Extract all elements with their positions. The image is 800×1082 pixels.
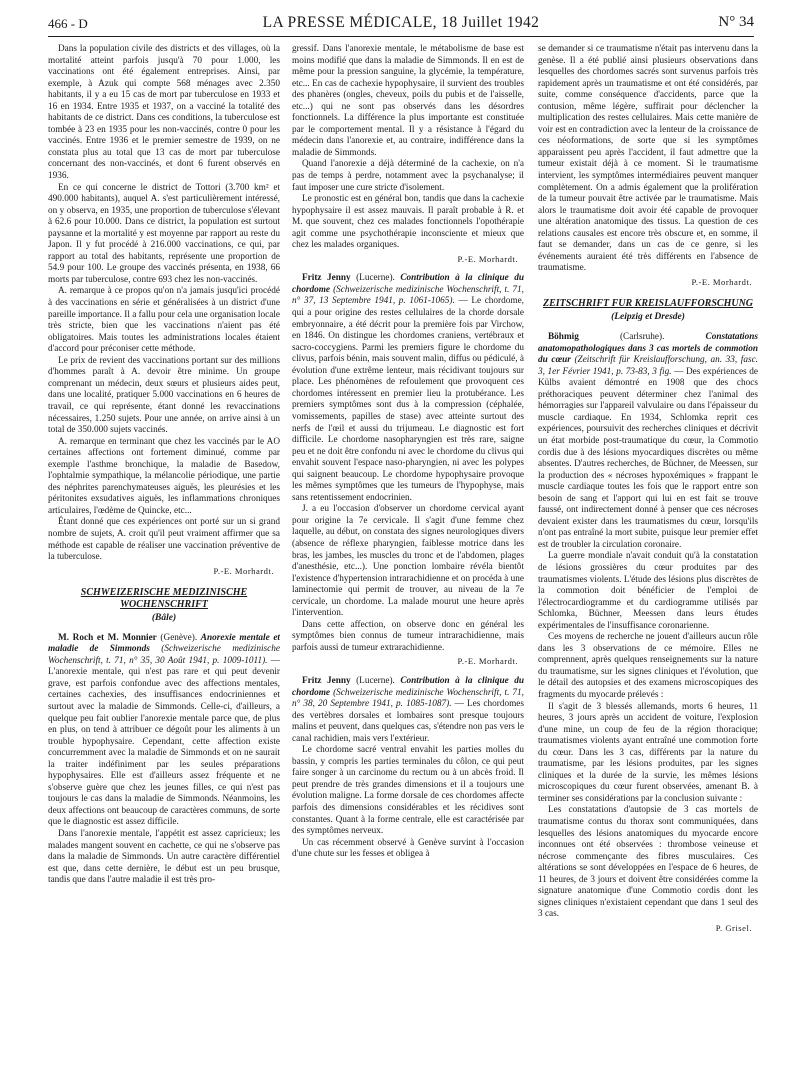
paragraph: En ce qui concerne le district de Tottori (3.700 km² et 490.000 habitants), auquel A. s'est particulièrement intéressé, on y observa, en 1935, une proportion de tuberculose s'élevant à 62.6 pour 10.000. Dans ce district, la population est surtout paysanne et la mortalité y est moyenne par rapport au reste du Japon. Il y fut procédé à 216.000 vaccinations, ce qui, par rapport au total des habitants, représente une proportion de 54.9 pour 100. Le groupe des vaccinés présenta, en 1938, 66 morts par tuberculose, contre 693 chez les non-vaccinés.: [48, 182, 280, 285]
paragraph: se demander si ce traumatisme n'était pas intervenu dans la genèse. Il a été publié ainsi plusieurs observations dans lesquelles des chordomes sacrés sont survenus parfois très rapidement après un traumatisme et ont été considérés, par suite, comme conséquence d'accidents, parce que la contusion, même légère, suffirait pour déclencher la multiplication des restes cellulaires. Mais cette manière de voir est en contradiction avec la lenteur de la croissance de ces néoformations, de sorte que si les symptômes apparaissent peu après l'accident, il faut admettre que la tumeur existait déjà à ce moment. Si le traumatisme intervient, les symptômes intermédiaires peuvent manquer complètement. On a admis également que la prolifération de la tumeur pouvait être activée par le traumatisme. Mais alors le traumatisme doit avoir été capable de provoquer une altération anatomique des tissus. La question de ces relations causales est encore très obscure et, en somme, il faut se demander, dans un cas de ce genre, si les événements auraient été très différents en l'absence de traumatisme.: [538, 44, 758, 274]
column-2: [292, 44, 524, 1074]
paragraph: Étant donné que ces expériences ont porté sur un si grand nombre de sujets, A. croit qu'il peut vraiment affirmer que sa méthode est capable de réaliser une vaccination préventive de la tuberculose.: [48, 517, 280, 563]
paragraph: Dans la population civile des districts et des villages, où la mortalité atteint parfois jusqu'à 70 pour 1.000, les vaccinations ont été également entreprises. Ainsi, par exemple, à Azuk qui compte 568 ménages avec 2.350 habitants, il y a eu 15 cas de mort par tuberculose en 1933 et 16 en 1934. Entre 1935 et 1937, on a vacciné la totalité des habitants de ce district. Dans ces conditions, la tuberculose est tombée à 23 en 1935 pour les non-vaccinés, contre 0 pour les vaccinés. Entre 1936 et le premier semestre de 1939, on ne constata plus au total que 13 cas de mort par tuberculose concernant des non-vaccinés, et dont 6 furent observés en 1936.: [48, 44, 280, 182]
article-text: — Des expériences de Külbs avaient démontré en 1908 que des chocs préthoraciques peuvent déterminer chez l'animal des hémorragies sur l'appareil valvulaire ou dans l'épaisseur du muscle cardiaque. En 1934, Schlomka reprit ces expériences, poursuivit des recherches cliniques et décrivit un état morbide post-traumatique du cœur, la Commotio cordis due à des lésions myocardiques discrètes ou même absentes. D'autres recherches, de Büchner, de Meessen, sur la production des « nécroses hypoxémiques » frappant le muscle cardiaque toutes les fois que le rapport entre son besoin de sang et l'apport qui lui en est fait se trouve faussé, ont indirectement donné à penser que ces nécroses devaient exister dans les traumatismes du cœur, lorsqu'ils n'ont pas entraîné la mort subite, puisque leur premier effet est de troubler la circulation coronaire.: [538, 366, 758, 550]
article-text: — L'anorexie mentale, qui n'est pas rare et qui peut devenir grave, est parfois confondue avec des affections mentales, certaines cachexies, des insuffisances endocriniennes et surtout avec la maladie de Simmonds. Celle-ci, d'ailleurs, a quelque peu fait oublier l'anorexie mentale parce que, de plus en plus, on tend à attribuer ce dégoût pour les aliments à un trouble hypophysaire. Cependant, cette affection existe concurremment avec la maladie de Simmonds et on ne saurait la traiter indéfiniment par les seules préparations hypophysaires. Elle est d'ailleurs assez fréquente et ne s'observe guère que chez les jeunes filles, ce qui n'est pas toujours le cas dans la maladie de Simmonds. Néanmoins, les deux affections ont beaucoup de caractères communs, de sorte que le diagnostic est assez difficile.: [48, 655, 280, 828]
article-title: Anorexie mentale et maladie de Simmonds: [48, 632, 280, 655]
article-reference: (Schweizerische medizinische Wochenschrift, t. 71, n° 38, 20 Septembre 1941, p. 1085-1087).: [292, 687, 524, 710]
journal-section-title: ZEITSCHRIFT FUR KREISLAUFFORSCHUNG: [542, 298, 754, 310]
paragraph: Les constatations d'autopsie de 3 cas mortels de traumatisme contus du thorax sont communiquées, dans lesquelles des lésions anatomiques du myocarde encore inconnues ont été observées : thrombose veineuse et nécrose commençante des fibres musculaires. Ces altérations se sont développées en l'espace de 6 heures, de 11 heures, de 3 jours et doivent être considérées comme la signature anatomique d'une Commotio cordis dont les signes cliniques n'existaient cependant que dans 1 seul des 3 cas.: [538, 805, 758, 920]
issue-number: N° 34: [718, 14, 754, 30]
page-number: 466 - D: [48, 16, 88, 31]
article-place: (Lucerne).: [350, 675, 401, 686]
paragraph: J. a eu l'occasion d'observer un chordome cervical ayant pour origine la 7e cervicale. Il s'agit d'une femme chez laquelle, au début, on constata des signes neurologiques divers (absence de réflexe pharyngien, faiblesse motrice dans les bras, les jambes, les muscles du tronc et de l'abdomen, plages d'anesthésie, etc...). Une ponction lombaire révéla bientôt l'existence d'hypertension intrarachidienne et on procéda à une laminectomie qui permit de trouver, au niveau de la 7e cervicale, un chordome. La malade mourut une heure après l'intervention.: [292, 504, 524, 619]
paragraph: Il s'agit de 3 blessés allemands, morts 6 heures, 11 heures, 3 jours après un accident de voiture, l'explosion d'une mine, un coup de feu de la région thoracique; traumatismes violents ayant entraîné une commotion forte du cœur. Dans les 3 cas, différents par la nature du traumatisme, par les lésions produites, par les signes cliniques et la durée de la survie, les mêmes lésions microscopiques du cœur furent observées, amenant B. à terminer ses considérations par la conclusion suivante :: [538, 701, 758, 804]
article-author: Böhmig: [548, 332, 579, 343]
article-title: Contribution à la clinique du chordome: [292, 273, 524, 295]
signature: P. Grisel.: [715, 922, 752, 933]
article-entry: [538, 332, 758, 551]
article-place: (Genève).: [156, 632, 201, 643]
article-reference: (Schweizerische medizinische Wochenschrift, t. 71, n° 35, 30 Août 1941, p. 1009-1011).: [48, 644, 280, 666]
article-entry: [48, 633, 280, 829]
article-place: (Carlsruhe).: [578, 332, 706, 343]
journal-section-title: SCHWEIZERISCHE MEDIZINISCHE WOCHENSCHRIFT: [80, 587, 248, 611]
signature: P.-E. Morhardt.: [457, 656, 518, 667]
article-place: (Lucerne).: [350, 273, 401, 284]
column-3: [538, 44, 758, 1074]
paragraph: Ces moyens de recherche ne jouent d'ailleurs aucun rôle dans les 3 observations de ce mémoire. Elles ne comprennent, après quelques renseignements sur la nature du traumatisme, sur les signes cliniques et l'évolution, que le détail des autopsies et des examens microscopiques des fragments du myocarde prélevés :: [538, 632, 758, 700]
article-title: Contribution à la clinique du chordome: [292, 675, 524, 698]
article-text: — Le chordome, qui a pour origine des restes cellulaires de la chorde dorsale embryonnaire, a été décrit pour la première fois par Virchow, en 1846. On distingue les chordomes craniens, vertébraux et sacro-coccygiens. Parmi les premiers figure le chordome du clivus, parfois bénin, mais souvent malin, diffus ou pédiculé, à évolution d'une extrême lenteur, mais récidivant toujours sur place. Les phénomènes de refoulement que provoquent ces chordomes intéressent en premier lieu la protubérance. Les premiers symptômes sont dus à la compression (céphalée, vomissements, papilles de stase) avec atteinte surtout des nerfs de l'œil et aussi du trijumeau. Le diagnostic est fort difficile. Le chordome nasopharyngien est très rare, saigne peu et ne doit être confondu ni avec le chordome du clivus qui envahit souvent l'espace naso-pharyngien, ni avec les polypes qui saignent beaucoup. Le chordome hypophysaire provoque les mêmes symptômes que les tumeurs de l'hypophyse, mais sans retentissement endocrinien.: [292, 296, 524, 503]
paragraph: Un cas récemment observé à Genève survint à l'occasion d'une chute sur les fesses et obligea à: [292, 837, 524, 860]
article-reference: (Schweizerische medizinische Wochenschrift, t. 71, n° 37, 13 Septembre 1941, p. 1061-1065).: [292, 284, 524, 307]
paragraph: A. remarque en terminant que chez les vaccinés par le AO certaines affections ont fortement diminué, comme par exemple l'asthme bronchique, la maladie de Basedow, l'ophtalmie sympathique, la mélancolie périodique, une partie des néphrites parenchymateuses aiguës, les pleurésies et les péritonites exsudatives aiguës, les inflammations chroniques articulaires, l'œdème de Quincke, etc...: [48, 436, 280, 516]
article-authors: M. Roch et M. Monnier: [58, 632, 157, 643]
signature: P.-E. Morhardt.: [457, 253, 518, 264]
paragraph: A. remarque à ce propos qu'on n'a jamais jusqu'ici procédé à des vaccinations en série et généralisées à un district d'une pareille importance. Il a fallu pour cela une organisation locale très stricte, bien que les vaccinations n'aient pas été obligatoires. Mais toutes les administrations locales étaient d'accord pour préconiser cette méthode.: [48, 286, 280, 355]
article-entry: [292, 273, 524, 504]
paragraph: Quand l'anorexie a déjà déterminé de la cachexie, on n'a pas de temps à perdre, notamment avec la psychanalyse; il faut imposer une cure stricte d'isolement.: [292, 159, 524, 193]
signature: P.-E. Morhardt.: [213, 565, 274, 576]
journal-name: LA PRESSE MÉDICALE, 18 Juillet 1942: [262, 14, 540, 31]
article-text: — Les chordomes des vertèbres dorsales et lombaires sont presque toujours malins et peuvent, dans quelques cas, s'étendre non pas vers le canal rachidien, mais vers l'extérieur.: [292, 699, 524, 744]
paragraph: La guerre mondiale n'avait conduit qu'à la constatation de lésions grossières du cœur produites par des traumatismes violents. L'étude des lésions plus discrètes de la commotion doit bénéficier de l'emploi de l'électrocardiogramme et du cardiogramme utilisés par Schlomka, Büchner, Meessen dans leurs études expérimentales de l'insuffisance coronarienne.: [538, 551, 758, 631]
article-reference: (Zeitschrift für Kreislaufforschung, an. 33, fasc. 3, 1er Février 1941, p. 73-83, 3 fig.: [538, 355, 758, 377]
paragraph: gressif. Dans l'anorexie mentale, le métabolisme de base est moins modifié que dans la maladie de Simmonds. Il en est de même pour la pression sanguine, la glycémie, la température, etc... En cas de cachexie hypophysaire, il survient des troubles des phanères (ongles, cheveux, poils du pubis et de l'aisselle, etc...) qui ne sont pas observés dans les désordres fonctionnels. La différence la plus importante est constituée par le comportement mental. Il y a résistance à l'égard du médecin dans l'anorexie et, au contraire, indifférence dans la maladie de Simmonds.: [292, 44, 524, 158]
paragraph: Le chordome sacré ventral envahit les parties molles du bassin, y compris les parties terminales du côlon, ce qui peut faire songer à un carcinome du rectum ou à un abcès froid. Il peut prendre de très grandes dimensions et il a toujours une évolution maligne. La forme dorsale de ces chordomes affecte parfois des dimensions considérables et les récidives sont constantes. Quant à la forme centrale, elle est caractérisée par des symptômes nerveux.: [292, 745, 524, 837]
journal-section-city: (Bâle): [151, 613, 177, 624]
article-entry: [292, 676, 524, 745]
paragraph: Le prix de revient des vaccinations portant sur des millions d'hommes paraît à A. devoir être minime. Un groupe comprenant un médecin, deux sœurs et plusieurs aides peut, dans une localité, pratiquer 5.000 vaccinations en 6 heures de travail, ce qui représente, étant donné les revaccinations nécessaires, 1.250 sujets. Pour une année, on arrive ainsi à un total de 350.000 sujets vaccinés.: [48, 355, 280, 436]
article-author: Fritz Jenny: [302, 675, 351, 686]
paragraph: Le pronostic est en général bon, tandis que dans la cachexie hypophysaire il est assez mauvais. Il paraît probable à R. et M. que souvent, chez ces malades fonctionnels l'opothérapie agit comme une psychothérapie inconsciente et mieux que chez les malades organiques.: [292, 194, 524, 251]
signature: P.-E. Morhardt.: [691, 276, 752, 287]
page-header: [48, 14, 754, 37]
column-1: [48, 44, 280, 1074]
paragraph: Dans l'anorexie mentale, l'appétit est assez capricieux; les malades mangent souvent en cachette, ce qui ne s'observe pas dans la maladie de Simmonds. Un autre caractère différentiel est que, dans cette dernière, le début est un peu brusque, tandis que dans l'autre maladie il est très pro-: [48, 829, 280, 886]
journal-section-city: (Leipzig et Dresde): [611, 312, 685, 323]
article-author: Fritz Jenny: [302, 273, 351, 284]
article-title: Constatations anatomopathologiques dans 3 cas mortels de commotion du cœur: [538, 332, 758, 366]
paragraph: Dans cette affection, on observe donc en général les symptômes bien connus de tumeur intrarachidienne, mais parfois aussi de tumeur extrarachidienne.: [292, 619, 524, 653]
